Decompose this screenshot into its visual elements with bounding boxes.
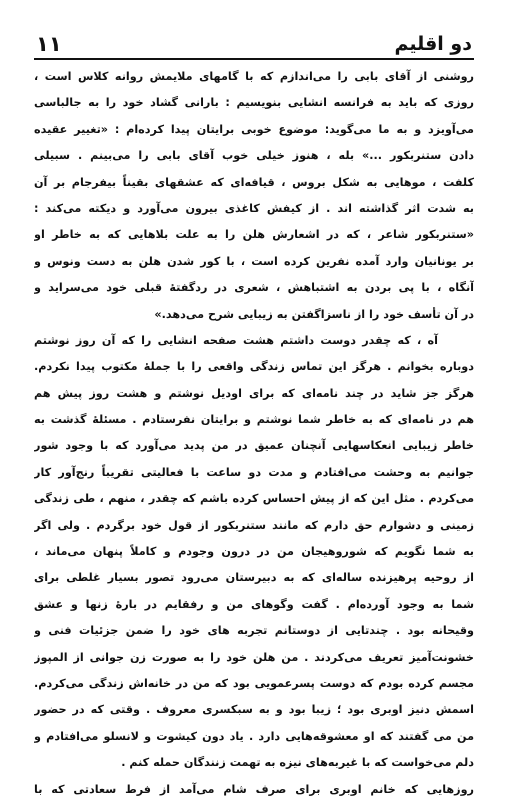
text-line: هرگز جز شاید در چند نامه‌ای که برای اودیل نوشتم و هشت روز پیش هم (34, 386, 474, 400)
page-header (34, 30, 474, 60)
text-line: آه ، که چقدر دوست داشتم هشت صفحه انشایی را که آن روز نوشتم (34, 333, 438, 347)
text-line: روزهایی که خانم اوبری برای صرف شام می‌آمد از فرط سعادتی که با (34, 782, 474, 796)
text-line: به شدت اثر گذاشته اند . از کیفش کاغذی بیرون می‌آورد و دیکته می‌کند : (34, 201, 474, 215)
page-number: ۱۱ (36, 32, 62, 56)
text-line: آنگاه ، با پی بردن به اشتباهش ، شعری در ردگفتهٔ قبلی خود می‌سراید و (34, 281, 474, 295)
text-line: مجسم کرده بودم که دوست پسرعمویی بود که من در خانه‌اش زندگی می‌کردم. (34, 676, 474, 690)
text-line: دادن ستنربکور ...» بله ، هنوز خیلی خوب آقای بابی را می‌بینم . سبیلی (34, 149, 474, 163)
text-line: دوباره بخوانم . هرگز این تماس زندگی واقعی را با جملهٔ مکتوب پیدا نکردم. (34, 360, 474, 374)
text-line: خاطر زیبایی انعکاسهایی آنچنان عمیق در من پدید می‌آورد که با وجود شور (34, 439, 474, 453)
text-line: من می گفتند که او معشوقه‌هایی دارد . یاد دون کیشوت و لانسلو می‌افتادم و (34, 729, 474, 743)
paragraph-3 (34, 777, 474, 803)
text-line: خشونت‌آمیز تعریف می‌کردند . من هلن خود را به صورت زن جوانی از المپوز (34, 650, 474, 664)
text-line: زمینی و دشوارم حق دارم که مانند ستنربکور از قول خود برگردم . ولی اگر (34, 518, 474, 532)
text-line: روزی که باید به فرانسه انشایی بنویسیم : بارانی گشاد خود را به جالباسی (34, 96, 474, 110)
text-line: وقیحانه بود . چندتایی از دوستانم تجربه های خود را ضمن جزئیات فنی و (34, 624, 474, 638)
text-line: کلفت ، موهایی به شکل بروس ، قیافه‌ای که عشقهای بقیناً بیفرجام بر آن (34, 175, 474, 189)
text-line: به شما نگویم که شوروهیجان من در درون وجودم و کاملاً پنهان می‌ماند ، (34, 545, 474, 559)
text-line: اسمش دنیز اوبری بود ؛ زیبا بود و به سبکسری معروف . وقتی که در حضور (34, 703, 474, 717)
text-line: روشنی از آقای بابی را می‌اندازم که با گامهای ملایمش روانه کلاس است ، (34, 70, 474, 83)
header-rule (34, 58, 474, 60)
text-line: می‌آویزد و به ما می‌گوید: موضوع خوبی برایتان پیدا کرده‌ام : «تغییر عقیده (34, 122, 474, 136)
text-line: «ستنربکور شاعر ، که در اشعارش هلن را به علت بلاهایی که به خاطر او (34, 228, 474, 242)
text-line: هم در نامه‌ای که به خاطر شما نوشتم و برایتان نفرستادم . مسئلهٔ گذشت به (34, 413, 474, 427)
paragraph-1 (34, 64, 474, 328)
paragraph-2 (34, 328, 474, 777)
text-line: شما به وجود آورده‌ام . گفت وگوهای من و رفقایم در بارهٔ زنها و عشق (34, 597, 474, 611)
text-line: از روحیه پرهیزنده ساله‌ای که به دبیرستان می‌رود تصور بسیار غلطی برای (34, 571, 474, 585)
text-line: دلم می‌خواست که با غیربه‌های نیزه به تهمت زنندگان حمله کنم . (121, 756, 474, 770)
text-line: می‌کردم . مثل این که از پیش احساس کرده باشم که چقدر ، منهم ، طی زندگی (34, 492, 474, 506)
text-line: در آن تأسف خود را از ناسزاگفتن به زیبایی شرح می‌دهد.» (154, 307, 474, 321)
body-text (34, 64, 474, 796)
text-line: جوانیم به وحشت می‌افتادم و مدت دو ساعت با فعالیتی تقریباً رنج‌آور کار (34, 465, 474, 479)
text-line: بر یونانیان وارد آمده نفرین کرده است ، با کور شدن هلن به دست ونوس و (34, 254, 474, 268)
running-title: دو اقلیم (394, 33, 472, 55)
